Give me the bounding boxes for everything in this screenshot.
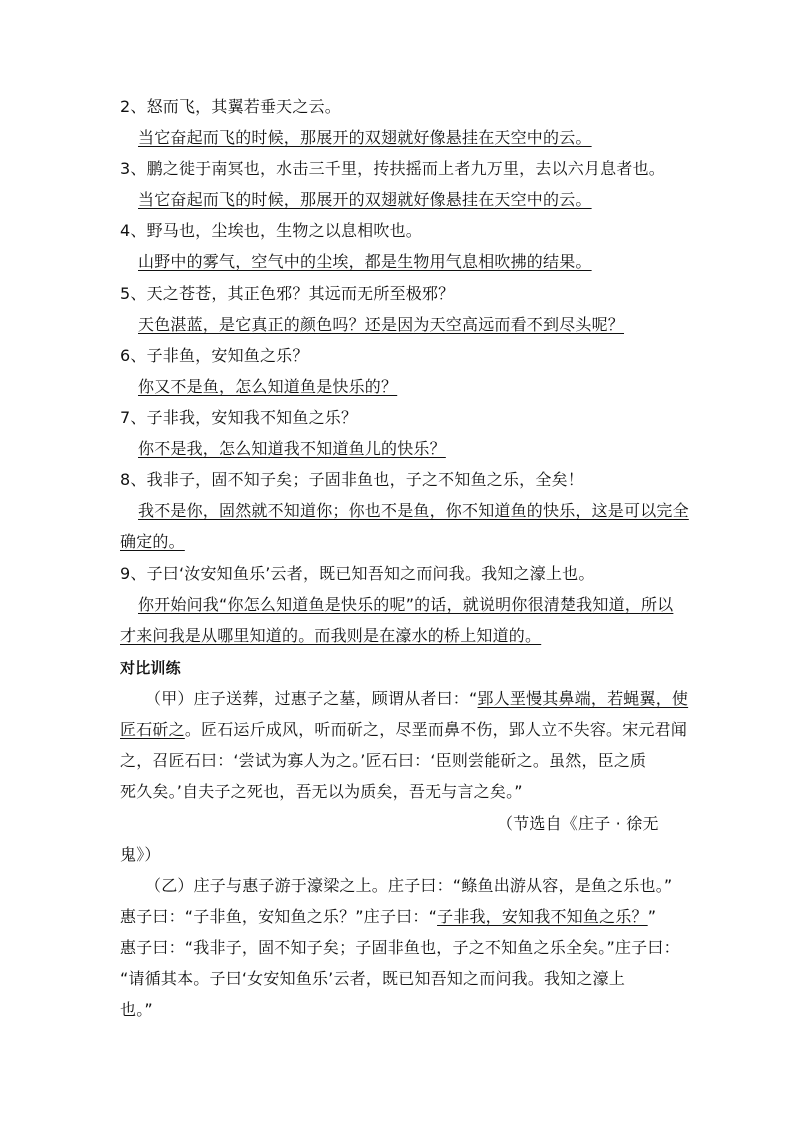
- passage-jia-line-4: 死久矣。’自夫子之死也，吾无以为质矣，吾无与言之矣。”: [120, 782, 523, 801]
- answer-2: 当它奋起而飞的时候，那展开的双翅就好像悬挂在天空中的云。: [138, 128, 592, 147]
- passage-jia-line-2: [120, 719, 687, 741]
- passage-yi-underlined: 子非我，安知我不知鱼之乐？: [437, 907, 648, 926]
- question-5: 5、天之苍苍，其正色邪？其远而无所至极邪？: [120, 284, 455, 303]
- passage-yi-text: 惠子曰：“子非鱼，安知鱼之乐？”庄子曰：“: [120, 907, 438, 926]
- answer-8-line-1: 我不是你，固然就不知道你；你也不是鱼，你不知道鱼的快乐，这是可以完全: [138, 501, 689, 520]
- passage-jia-line-1: [145, 688, 688, 710]
- answer-4: 山野中的雾气，空气中的尘埃，都是生物用气息相吹拂的结果。: [138, 252, 592, 271]
- passage-yi-line-2: [120, 906, 656, 928]
- question-6: 6、子非鱼，安知鱼之乐？: [120, 346, 309, 365]
- passage-jia-underlined: 匠石斫之: [120, 720, 185, 739]
- question-3: 3、鹏之徙于南冥也，水击三千里，抟扶摇而上者九万里，去以六月息者也。: [120, 159, 665, 178]
- section-title: 对比训练: [120, 659, 181, 677]
- answer-8-line-2: 确定的。: [120, 532, 185, 551]
- passage-yi-text: ”: [647, 907, 657, 926]
- answer-7: 你不是我，怎么知道我不知道鱼儿的快乐？: [138, 439, 446, 458]
- passage-yi-line-4: “请循其本。子曰‘女安知鱼乐’云者，既已知吾知之而问我。我知之濠上: [120, 969, 626, 988]
- passage-yi-line-3: 惠子曰：“我非子，固不知子矣；子固非鱼也，子之不知鱼之乐全矣。”庄子曰：: [120, 938, 680, 957]
- answer-6: 你又不是鱼，怎么知道鱼是快乐的？: [138, 377, 398, 396]
- passage-jia-text: 。匠石运斤成风，听而斫之，尽垩而鼻不伤，郢人立不失容。宋元君闻: [184, 720, 688, 739]
- source-citation-line-2: 鬼》）: [120, 845, 161, 864]
- question-4: 4、野马也，尘埃也，生物之以息相吹也。: [120, 221, 422, 240]
- passage-jia-underlined: 郢人垩慢其鼻端，若蝇翼，使: [477, 689, 689, 708]
- question-9: 9、子曰‘汝安知鱼乐’云者，既已知吾知之而问我。我知之濠上也。: [120, 564, 595, 583]
- question-2: 2、怒而飞，其翼若垂天之云。: [120, 97, 341, 116]
- answer-3: 当它奋起而飞的时候，那展开的双翅就好像悬挂在天空中的云。: [138, 190, 592, 209]
- passage-yi-line-5: 也。”: [120, 1000, 153, 1019]
- answer-5: 天色湛蓝，是它真正的颜色吗？还是因为天空高远而看不到尽头呢？: [138, 315, 625, 334]
- passage-jia-text: （甲）庄子送葬，过惠子之墓，顾谓从者曰：“: [145, 689, 478, 708]
- source-citation-line-1: （节选自《庄子 · 徐无: [497, 814, 659, 833]
- passage-yi-line-1: （乙）庄子与惠子游于濠梁之上。庄子曰：“鲦鱼出游从容，是鱼之乐也。”: [145, 876, 673, 895]
- answer-9-line-2: 才来问我是从哪里知道的。而我则是在濠水的桥上知道的。: [120, 626, 542, 645]
- question-7: 7、子非我，安知我不知鱼之乐？: [120, 408, 358, 427]
- question-8: 8、我非子，固不知子矣；子固非鱼也，子之不知鱼之乐，全矣！: [120, 470, 584, 489]
- answer-9-line-1: 你开始问我“你怎么知道鱼是快乐的呢”的话，就说明你很清楚我知道，所以: [138, 595, 674, 614]
- passage-jia-line-3: 之，召匠石曰：‘尝试为寡人为之。’匠石曰：‘臣则尝能斫之。虽然，臣之质: [120, 751, 647, 770]
